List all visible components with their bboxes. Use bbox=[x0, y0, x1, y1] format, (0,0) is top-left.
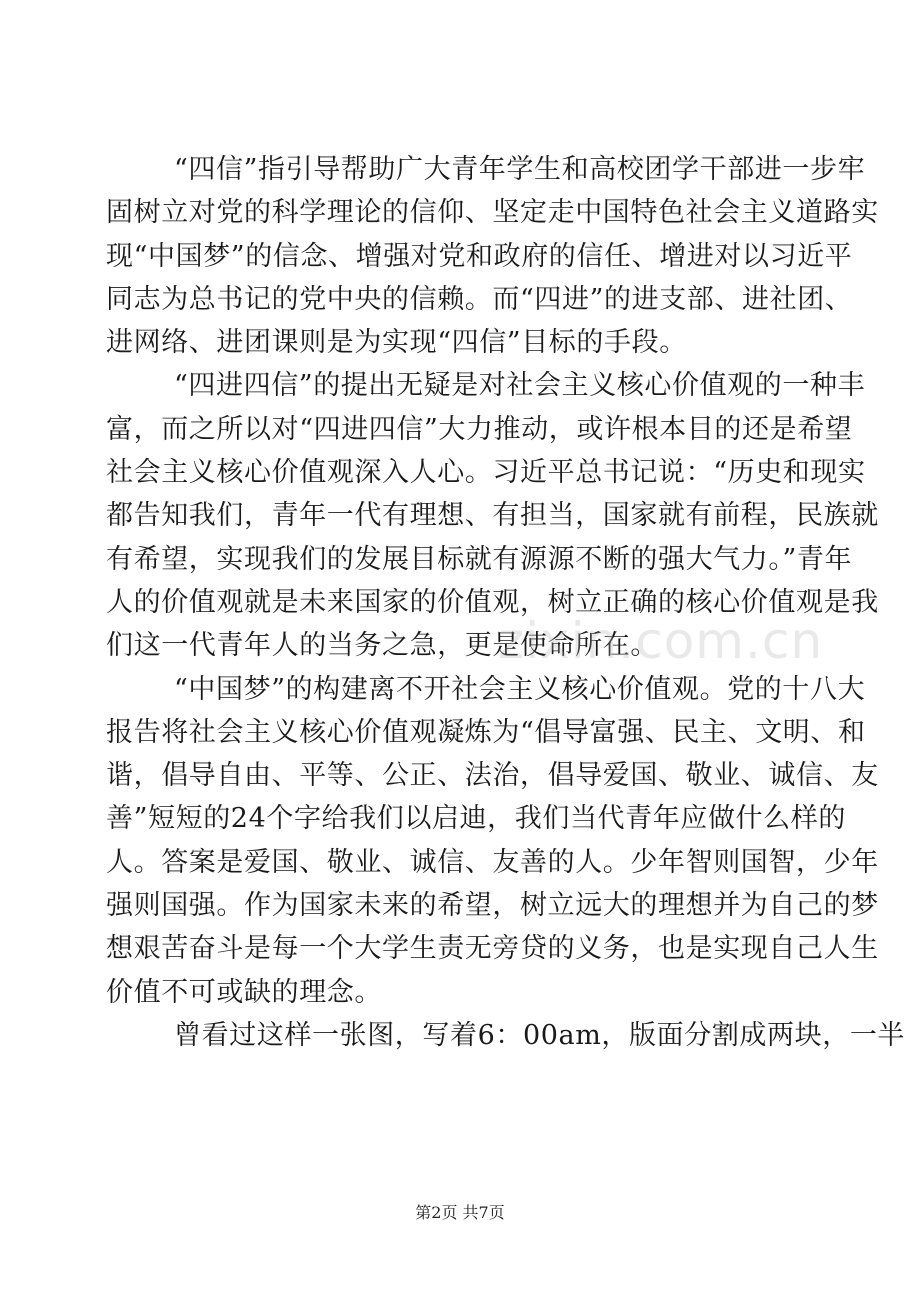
paragraph-1 bbox=[106, 148, 879, 364]
text-line: 曾看过这样一张图，写着6：00am，版面分割成两块，一半 bbox=[174, 1019, 906, 1051]
text-line: 谐，倡导自由、平等、公正、法治，倡导爱国、敬业、诚信、友 bbox=[106, 760, 879, 792]
text-line: 价值不可或缺的理念。 bbox=[106, 976, 382, 1008]
text-line: “四信”指引导帮助广大青年学生和高校团学干部进一步牢 bbox=[174, 154, 866, 185]
paragraph-4 bbox=[106, 1014, 906, 1057]
text-line: 报告将社会主义核心价值观凝炼为“倡导富强、民主、文明、和 bbox=[106, 716, 866, 748]
text-line: 想艰苦奋斗是每一个大学生责无旁贷的义务，也是实现自己人生 bbox=[106, 933, 879, 965]
text-line: 人的价值观就是未来国家的价值观，树立正确的核心价值观是我 bbox=[106, 586, 879, 618]
paragraph-3 bbox=[106, 668, 879, 1014]
page-number-footer: 第2页 共7页 bbox=[415, 1203, 505, 1222]
document-body bbox=[106, 148, 906, 1057]
text-line: 社会主义核心价值观深入人心。习近平总书记说：“历史和现实 bbox=[106, 457, 866, 489]
watermark: zixin.com.cn bbox=[498, 612, 824, 670]
text-line: 同志为总书记的党中央的信赖。而“四进”的进支部、进社团、 bbox=[106, 283, 853, 315]
text-line: 人。答案是爱国、敬业、诚信、友善的人。少年智则国智，少年 bbox=[106, 846, 879, 878]
text-line: 都告知我们，青年一代有理想、有担当，国家就有前程，民族就 bbox=[106, 500, 879, 532]
text-line: 进网络、进团课则是为实现“四信”目标的手段。 bbox=[106, 327, 687, 359]
text-line: 有希望，实现我们的发展目标就有源源不断的强大气力。”青年 bbox=[106, 543, 853, 575]
text-line: 强则国强。作为国家未来的希望，树立远大的理想并为自己的梦 bbox=[106, 890, 879, 922]
text-line: 富，而之所以对“四进四信”大力推动，或许根本目的还是希望 bbox=[106, 413, 853, 445]
text-line: 固树立对党的科学理论的信仰、坚定走中国特色社会主义道路实 bbox=[106, 197, 879, 229]
text-line: 们这一代青年人的当务之急，更是使命所在。 bbox=[106, 630, 658, 662]
text-line: 善”短短的24个字给我们以启迪，我们当代青年应做什么样的 bbox=[106, 803, 846, 835]
text-line: 现“中国梦”的信念、增强对党和政府的信任、增进对以习近平 bbox=[106, 240, 853, 272]
text-line: “中国梦”的构建离不开社会主义核心价值观。党的十八大 bbox=[174, 673, 866, 705]
text-line: “四进四信”的提出无疑是对社会主义核心价值观的一种丰 bbox=[174, 370, 866, 402]
